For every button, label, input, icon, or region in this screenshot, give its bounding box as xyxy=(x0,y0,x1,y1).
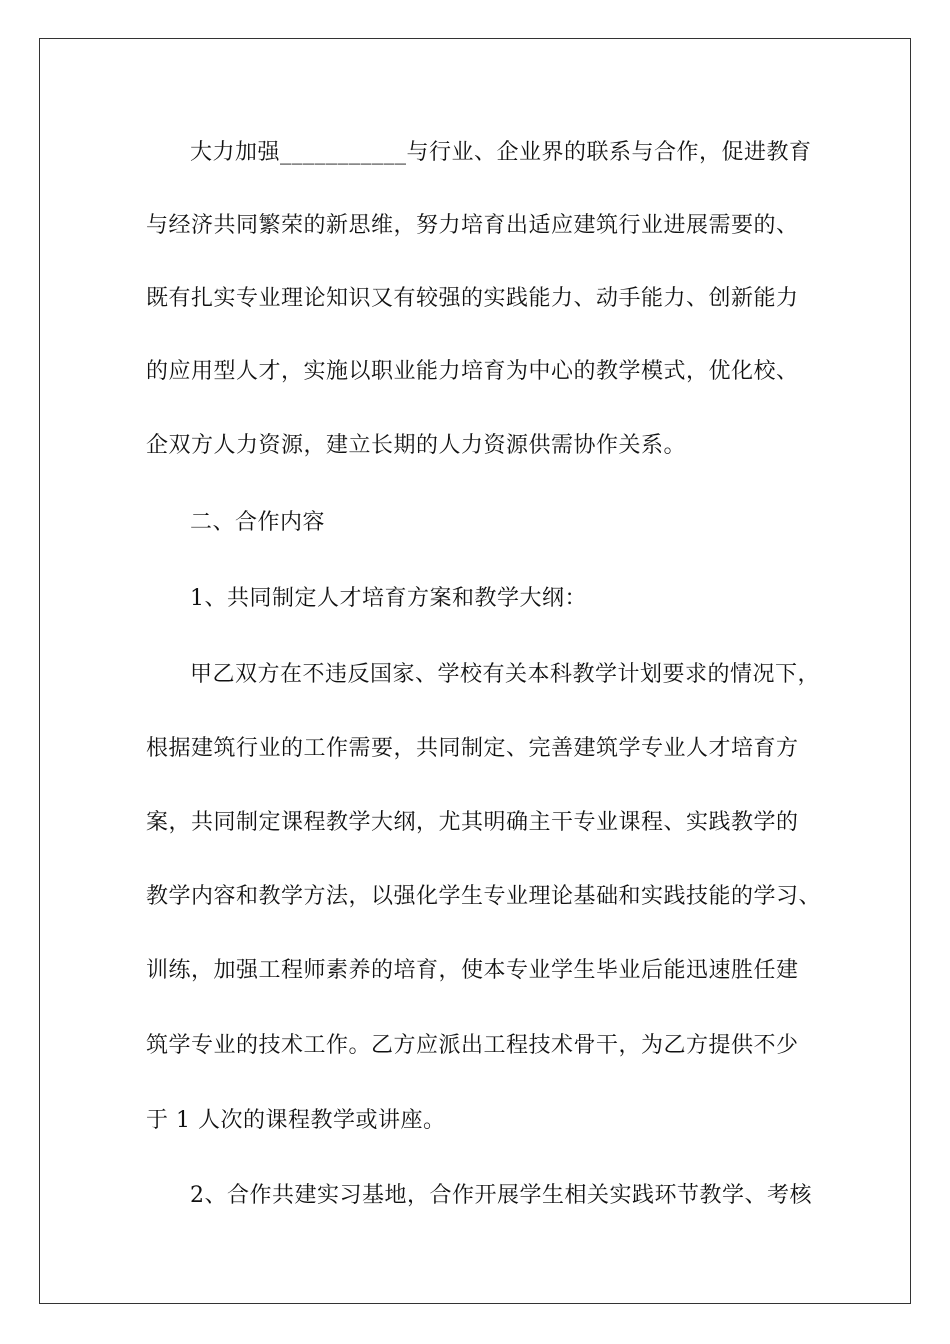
text-line-3: 既有扎实专业理论知识又有较强的实践能力、动手能力、创新能力 xyxy=(146,286,799,311)
text-line-1: 大力加强___________与行业、企业界的联系与合作，促进教育 xyxy=(190,140,812,165)
text-line-11: 教学内容和教学方法，以强化学生专业理论基础和实践技能的学习、 xyxy=(146,884,822,909)
text-line-14: 于 1 人次的课程教学或讲座。 xyxy=(146,1108,446,1133)
text-line-2: 与经济共同繁荣的新思维，努力培育出适应建筑行业进展需要的、 xyxy=(146,213,799,238)
subsection-heading-1: 1、共同制定人才培育方案和教学大纲： xyxy=(190,586,587,611)
text-line-10: 案，共同制定课程教学大纲，尤其明确主干专业课程、实践教学的 xyxy=(146,810,799,835)
text-line-9: 根据建筑行业的工作需要，共同制定、完善建筑学专业人才培育方 xyxy=(146,736,799,761)
text-line-13: 筑学专业的技术工作。乙方应派出工程技术骨干，为乙方提供不少 xyxy=(146,1033,799,1058)
text-line-8: 甲乙双方在不违反国家、学校有关本科教学计划要求的情况下， xyxy=(190,662,821,687)
text-line-4: 的应用型人才，实施以职业能力培育为中心的教学模式，优化校、 xyxy=(146,359,799,384)
text-line-12: 训练，加强工程师素养的培育，使本专业学生毕业后能迅速胜任建 xyxy=(146,958,799,983)
section-heading: 二、合作内容 xyxy=(190,510,326,535)
subsection-heading-2: 2、合作共建实习基地，合作开展学生相关实践环节教学、考核 xyxy=(190,1183,812,1208)
text-line-5: 企双方人力资源，建立长期的人力资源供需协作关系。 xyxy=(146,433,687,458)
